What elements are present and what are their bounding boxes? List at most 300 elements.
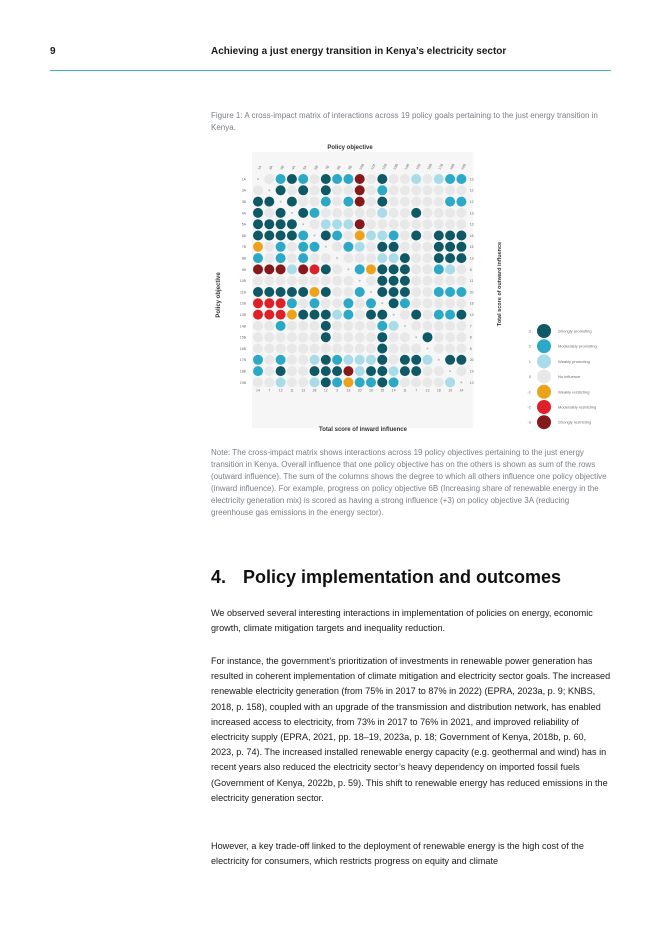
matrix-cell	[423, 287, 433, 297]
matrix-cell	[366, 197, 376, 207]
matrix-cell	[366, 219, 376, 229]
matrix-cell	[343, 332, 353, 342]
column-label: 18B	[449, 163, 456, 171]
matrix-cell	[366, 185, 376, 195]
row-total: 20	[469, 290, 474, 295]
matrix-cell	[445, 298, 455, 308]
column-total: 12	[278, 388, 283, 393]
row-total: 12	[469, 200, 474, 204]
matrix-cell	[423, 253, 433, 263]
matrix-cell	[332, 242, 342, 252]
body-paragraph: However, a key trade-off linked to the deployment of renewable energy is the high cost of the electricity for consumers, which restricts progress on equity and climate	[211, 841, 584, 867]
matrix-diagonal-dot	[325, 246, 327, 248]
matrix-cell	[264, 321, 274, 331]
row-total: 13	[469, 177, 474, 182]
matrix-cell	[377, 174, 387, 184]
legend-label: Strongly restricting	[558, 419, 592, 425]
matrix-cell	[276, 310, 286, 320]
legend-score: -1	[527, 389, 531, 395]
matrix-cell	[445, 355, 455, 365]
matrix-cell	[456, 208, 466, 218]
matrix-cell	[332, 355, 342, 365]
matrix-cell	[411, 264, 421, 274]
matrix-cell	[264, 298, 274, 308]
matrix-cell	[264, 377, 274, 387]
matrix-cell	[287, 264, 297, 274]
legend-score: 3	[528, 328, 531, 334]
legend-swatch	[537, 400, 551, 414]
matrix-cell	[276, 253, 286, 263]
column-total: 16	[369, 388, 373, 393]
matrix-cell	[389, 321, 399, 331]
matrix-cell	[423, 310, 433, 320]
matrix-diagonal-dot	[359, 280, 361, 282]
header-rule	[50, 70, 611, 71]
matrix-cell	[411, 355, 421, 365]
matrix-cell	[276, 264, 286, 274]
matrix-cell	[332, 321, 342, 331]
column-label: 4A	[290, 164, 297, 171]
row-total: 7	[469, 324, 472, 329]
matrix-cell	[434, 377, 444, 387]
matrix-cell	[276, 174, 286, 184]
matrix-cell	[456, 287, 466, 297]
matrix-cell	[298, 185, 308, 195]
column-label: 3B	[279, 164, 286, 171]
matrix-cell	[423, 174, 433, 184]
matrix-diagonal-dot	[257, 178, 259, 180]
matrix-cell	[411, 242, 421, 252]
matrix-cell	[321, 276, 331, 286]
matrix-cell	[321, 208, 331, 218]
matrix-cell	[287, 174, 297, 184]
matrix-cell	[287, 287, 297, 297]
matrix-cell	[366, 242, 376, 252]
matrix-cell	[400, 242, 410, 252]
matrix-cell	[253, 276, 263, 286]
matrix-cell	[310, 321, 320, 331]
legend-swatch	[537, 324, 551, 338]
matrix-cell	[343, 219, 353, 229]
column-total: 12	[323, 388, 328, 393]
matrix-cell	[456, 366, 466, 376]
matrix-cell	[343, 355, 353, 365]
matrix-cell	[456, 219, 466, 229]
legend-swatch	[537, 415, 551, 429]
matrix-cell	[310, 197, 320, 207]
matrix-cell	[389, 174, 399, 184]
matrix-cell	[400, 264, 410, 274]
matrix-cell	[355, 174, 365, 184]
matrix-cell	[389, 185, 399, 195]
row-label: 18B	[239, 369, 246, 374]
matrix-cell	[366, 208, 376, 218]
matrix-cell	[434, 219, 444, 229]
column-total: 14	[459, 388, 464, 393]
matrix-cell	[276, 344, 286, 354]
matrix-cell	[310, 208, 320, 218]
matrix-cell	[389, 344, 399, 354]
matrix-cell	[377, 242, 387, 252]
matrix-cell	[456, 174, 466, 184]
legend-score: -2	[527, 404, 531, 410]
column-label: 14B	[403, 163, 411, 171]
matrix-cell	[343, 242, 353, 252]
matrix-cell	[377, 355, 387, 365]
row-total: 15	[469, 245, 474, 250]
body-paragraph: For instance, the government’s prioritization of investments in renewable power generation has resulted in coherent implementation of climate mitigation and electricity sector goals. The increased renewable electricity generation (from 75% in 2017 to 87% in 2022) (EPRA, 2023a, p. 9; KNBS, 2018, p. 158), coupled with an upgrade of the transmission and distribution network, has enabled increased access to electricity, from 73% in 2017 to 76% in 2021, and improved reliability of electricity supply (EPRA, 2021, pp. 18–19, 2023a, p. 18; Government of Kenya, 2018b, p. 60, 2023, p. 74). The increased installed renewable energy capacity (e.g. geothermal and wind) has in recent years also reduced the electricity sector’s heavy dependency on imported fossil fuels (Government of Kenya, 2022b, p. 59). This shift to renewable energy has reduced emissions in the electricity generation sector.	[211, 656, 611, 803]
matrix-diagonal-dot	[415, 336, 417, 338]
matrix-cell	[400, 298, 410, 308]
section-title: Policy implementation and outcomes	[243, 567, 562, 587]
matrix-cell	[276, 231, 286, 241]
matrix-cell	[400, 219, 410, 229]
matrix-cell	[264, 219, 274, 229]
matrix-cell	[310, 185, 320, 195]
matrix-diagonal-dot	[268, 189, 270, 191]
matrix-cell	[423, 355, 433, 365]
matrix-cell	[400, 310, 410, 320]
matrix-cell	[321, 310, 331, 320]
column-label: 8B	[336, 164, 342, 171]
matrix-cell	[332, 276, 342, 286]
matrix-cell	[389, 208, 399, 218]
row-total: 20	[469, 358, 474, 363]
matrix-cell	[321, 219, 331, 229]
matrix-cell	[321, 231, 331, 241]
matrix-cell	[298, 298, 308, 308]
matrix-cell	[434, 197, 444, 207]
matrix-cell	[456, 355, 466, 365]
matrix-y-label: Policy objective	[216, 272, 222, 318]
matrix-cell	[366, 174, 376, 184]
matrix-cell	[411, 377, 421, 387]
matrix-cell	[310, 310, 320, 320]
matrix-cell	[287, 377, 297, 387]
matrix-cell	[377, 219, 387, 229]
matrix-cell	[411, 298, 421, 308]
matrix-cell	[445, 253, 455, 263]
matrix-cell	[321, 287, 331, 297]
matrix-cell	[411, 321, 421, 331]
matrix-cell	[377, 264, 387, 274]
row-label: 7B	[241, 245, 246, 250]
matrix-cell	[343, 174, 353, 184]
matrix-cell	[332, 264, 342, 274]
row-total: 13	[469, 222, 474, 227]
matrix-cell	[400, 332, 410, 342]
matrix-diagonal-dot	[302, 223, 304, 225]
matrix-cell	[456, 197, 466, 207]
matrix-cell	[445, 185, 455, 195]
row-label: 17B	[239, 358, 246, 363]
matrix-cell	[411, 174, 421, 184]
matrix-cell	[423, 377, 433, 387]
row-total: 8	[469, 335, 472, 340]
matrix-cell	[434, 287, 444, 297]
matrix-cell	[377, 231, 387, 241]
matrix-cell	[445, 276, 455, 286]
matrix-cell	[321, 344, 331, 354]
matrix-cell	[411, 344, 421, 354]
matrix-cell	[445, 344, 455, 354]
matrix-cell	[400, 377, 410, 387]
matrix-cell	[389, 197, 399, 207]
matrix-cell	[332, 185, 342, 195]
matrix-diagonal-dot	[438, 359, 440, 361]
matrix-cell	[456, 344, 466, 354]
matrix-cell	[445, 310, 455, 320]
matrix-cell	[423, 298, 433, 308]
matrix-cell	[276, 276, 286, 286]
matrix-cell	[423, 185, 433, 195]
matrix-cell	[287, 185, 297, 195]
matrix-diagonal-dot	[314, 235, 316, 237]
matrix-cell	[377, 253, 387, 263]
matrix-cell	[310, 174, 320, 184]
matrix-cell	[253, 253, 263, 263]
row-label: 12B	[239, 301, 246, 306]
matrix-cell	[355, 219, 365, 229]
matrix-cell	[456, 276, 466, 286]
matrix-cell	[298, 310, 308, 320]
row-label: 19B	[239, 380, 246, 385]
matrix-cell	[343, 321, 353, 331]
matrix-cell	[411, 208, 421, 218]
column-total: 20	[357, 388, 362, 393]
matrix-cell	[253, 242, 263, 252]
matrix-cell	[355, 321, 365, 331]
column-total: 13	[346, 388, 351, 393]
matrix-cell	[456, 321, 466, 331]
matrix-cell	[332, 208, 342, 218]
matrix-cell	[298, 377, 308, 387]
matrix-cell	[253, 355, 263, 365]
matrix-cell	[321, 174, 331, 184]
matrix-diagonal-dot	[280, 201, 282, 203]
row-total: 16	[469, 233, 474, 238]
matrix-cell	[434, 366, 444, 376]
column-label: 13B	[392, 163, 400, 171]
matrix-cell	[343, 185, 353, 195]
matrix-cell	[310, 332, 320, 342]
matrix-cell	[377, 366, 387, 376]
column-total: 19	[448, 388, 453, 393]
column-total: 14	[391, 388, 396, 393]
matrix-cell	[310, 355, 320, 365]
column-label: 17B	[437, 163, 445, 171]
column-total: 3	[336, 388, 339, 393]
matrix-cell	[400, 231, 410, 241]
matrix-cell	[389, 253, 399, 263]
matrix-cell	[298, 231, 308, 241]
row-label: 11B	[240, 290, 246, 295]
matrix-cell	[264, 310, 274, 320]
matrix-cell	[377, 332, 387, 342]
matrix-cell	[389, 264, 399, 274]
matrix-cell	[264, 276, 274, 286]
matrix-cell	[411, 276, 421, 286]
row-label: 3B	[241, 200, 246, 204]
matrix-cell	[434, 321, 444, 331]
matrix-cell	[287, 344, 297, 354]
matrix-cell	[355, 208, 365, 218]
matrix-cell	[253, 185, 263, 195]
matrix-cell	[298, 287, 308, 297]
figure-note: Note: The cross-impact matrix shows interactions across 19 policy objectives pertaining to the just energy transition in Kenya. Overall influence that one policy objective has on the others is shown as sum of the rows (outward influence). The sum of the columns shows the degree to which all others influence one policy objective (inward influence). For example, progress on policy objective 6B (Increasing share of renewable energy in the electricity generation mix) is scored as having a strong influence (+3) on policy objective 3A (reducing greenhouse gas emissions in the energy sector).	[211, 448, 607, 517]
matrix-cell	[332, 298, 342, 308]
row-label: 1A	[241, 177, 246, 182]
matrix-cell	[321, 253, 331, 263]
matrix-cell	[332, 366, 342, 376]
matrix-cell	[366, 264, 376, 274]
matrix-cell	[264, 355, 274, 365]
matrix-cell	[264, 344, 274, 354]
matrix-cell	[445, 197, 455, 207]
matrix-cell	[276, 242, 286, 252]
matrix-cell	[423, 197, 433, 207]
matrix-cell	[310, 377, 320, 387]
matrix-cell	[298, 242, 308, 252]
matrix-cell	[355, 355, 365, 365]
matrix-diagonal-dot	[427, 348, 429, 350]
column-label: 1A	[256, 164, 263, 171]
matrix-cell	[423, 332, 433, 342]
matrix-cell	[434, 253, 444, 263]
matrix-cell	[389, 332, 399, 342]
matrix-cell	[400, 276, 410, 286]
legend-label: Weakly promoting	[558, 358, 590, 364]
matrix-cell	[264, 253, 274, 263]
matrix-cell	[456, 332, 466, 342]
row-label: 4A	[241, 211, 246, 216]
matrix-cell	[445, 208, 455, 218]
matrix-cell	[445, 321, 455, 331]
matrix-cell	[332, 197, 342, 207]
matrix-cell	[423, 208, 433, 218]
matrix-cell	[276, 332, 286, 342]
column-label: 16B	[426, 163, 433, 171]
row-total: 13	[469, 313, 474, 317]
matrix-diagonal-dot	[347, 268, 349, 270]
matrix-cell	[298, 208, 308, 218]
matrix-diagonal-dot	[449, 370, 451, 372]
matrix-cell	[400, 208, 410, 218]
matrix-cell	[445, 377, 455, 387]
matrix-cell	[423, 264, 433, 274]
matrix-cell	[434, 231, 444, 241]
matrix-cell	[445, 219, 455, 229]
matrix-cell	[434, 332, 444, 342]
row-label: 16B	[239, 346, 246, 351]
matrix-cell	[389, 276, 399, 286]
matrix-cell	[343, 287, 353, 297]
matrix-cell	[298, 355, 308, 365]
legend-swatch	[537, 354, 551, 368]
matrix-cell	[456, 185, 466, 195]
column-label: 11B	[369, 163, 377, 171]
matrix-cell	[445, 264, 455, 274]
matrix-cell	[253, 332, 263, 342]
matrix-cell	[321, 321, 331, 331]
matrix-cell	[310, 344, 320, 354]
row-label: 8B	[241, 256, 246, 261]
matrix-cell	[389, 366, 399, 376]
matrix-cell	[310, 287, 320, 297]
matrix-cell	[389, 231, 399, 241]
matrix-cell	[287, 276, 297, 286]
matrix-cell	[253, 208, 263, 218]
matrix-cell	[366, 298, 376, 308]
matrix-cell	[366, 310, 376, 320]
legend-swatch	[537, 339, 551, 353]
row-total: 8	[469, 267, 472, 272]
matrix-cell	[423, 366, 433, 376]
matrix-cell	[355, 185, 365, 195]
matrix-cell	[287, 310, 297, 320]
matrix-cell	[343, 310, 353, 320]
matrix-cell	[253, 377, 263, 387]
matrix-diagonal-dot	[393, 314, 395, 316]
column-label: 19B	[460, 163, 467, 171]
matrix-cell	[434, 174, 444, 184]
matrix-cell	[400, 287, 410, 297]
legend-swatch	[537, 370, 551, 384]
matrix-cell	[389, 219, 399, 229]
legend-label: Strongly promoting	[558, 328, 592, 334]
column-label: 10B	[358, 163, 366, 171]
matrix-cell	[355, 242, 365, 252]
matrix-cell	[389, 287, 399, 297]
matrix-cell	[298, 197, 308, 207]
matrix-cell	[276, 298, 286, 308]
matrix-cell	[287, 366, 297, 376]
matrix-diagonal-dot	[404, 325, 406, 327]
matrix-cell	[310, 242, 320, 252]
matrix-cell	[287, 355, 297, 365]
matrix-cell	[377, 197, 387, 207]
matrix-cell	[310, 264, 320, 274]
matrix-cell	[321, 264, 331, 274]
matrix-cell	[332, 174, 342, 184]
matrix-cell	[276, 355, 286, 365]
matrix-cell	[400, 344, 410, 354]
matrix-cell	[287, 197, 297, 207]
body-paragraph: We observed several interesting interactions in implementation of policies on energy, economic growth, climate mitigation targets and inequality reduction.	[211, 608, 593, 634]
matrix-cell	[276, 366, 286, 376]
matrix-cell	[411, 197, 421, 207]
matrix-cell	[287, 253, 297, 263]
matrix-cell	[343, 344, 353, 354]
matrix-cell	[253, 287, 263, 297]
column-total: 11	[403, 388, 407, 393]
matrix-cell	[445, 174, 455, 184]
matrix-cell	[400, 253, 410, 263]
matrix-cell	[343, 197, 353, 207]
row-label: 10B	[239, 279, 246, 284]
matrix-cell	[310, 366, 320, 376]
matrix-cell	[389, 298, 399, 308]
matrix-cell	[355, 310, 365, 320]
matrix-right-label: Total score of outward influence	[497, 241, 503, 327]
matrix-cell	[411, 185, 421, 195]
matrix-cell	[434, 276, 444, 286]
matrix-cell	[264, 366, 274, 376]
matrix-cell	[310, 298, 320, 308]
legend-score: 0	[528, 374, 531, 380]
legend-score: 1	[528, 358, 531, 364]
matrix-diagonal-dot	[460, 381, 462, 383]
